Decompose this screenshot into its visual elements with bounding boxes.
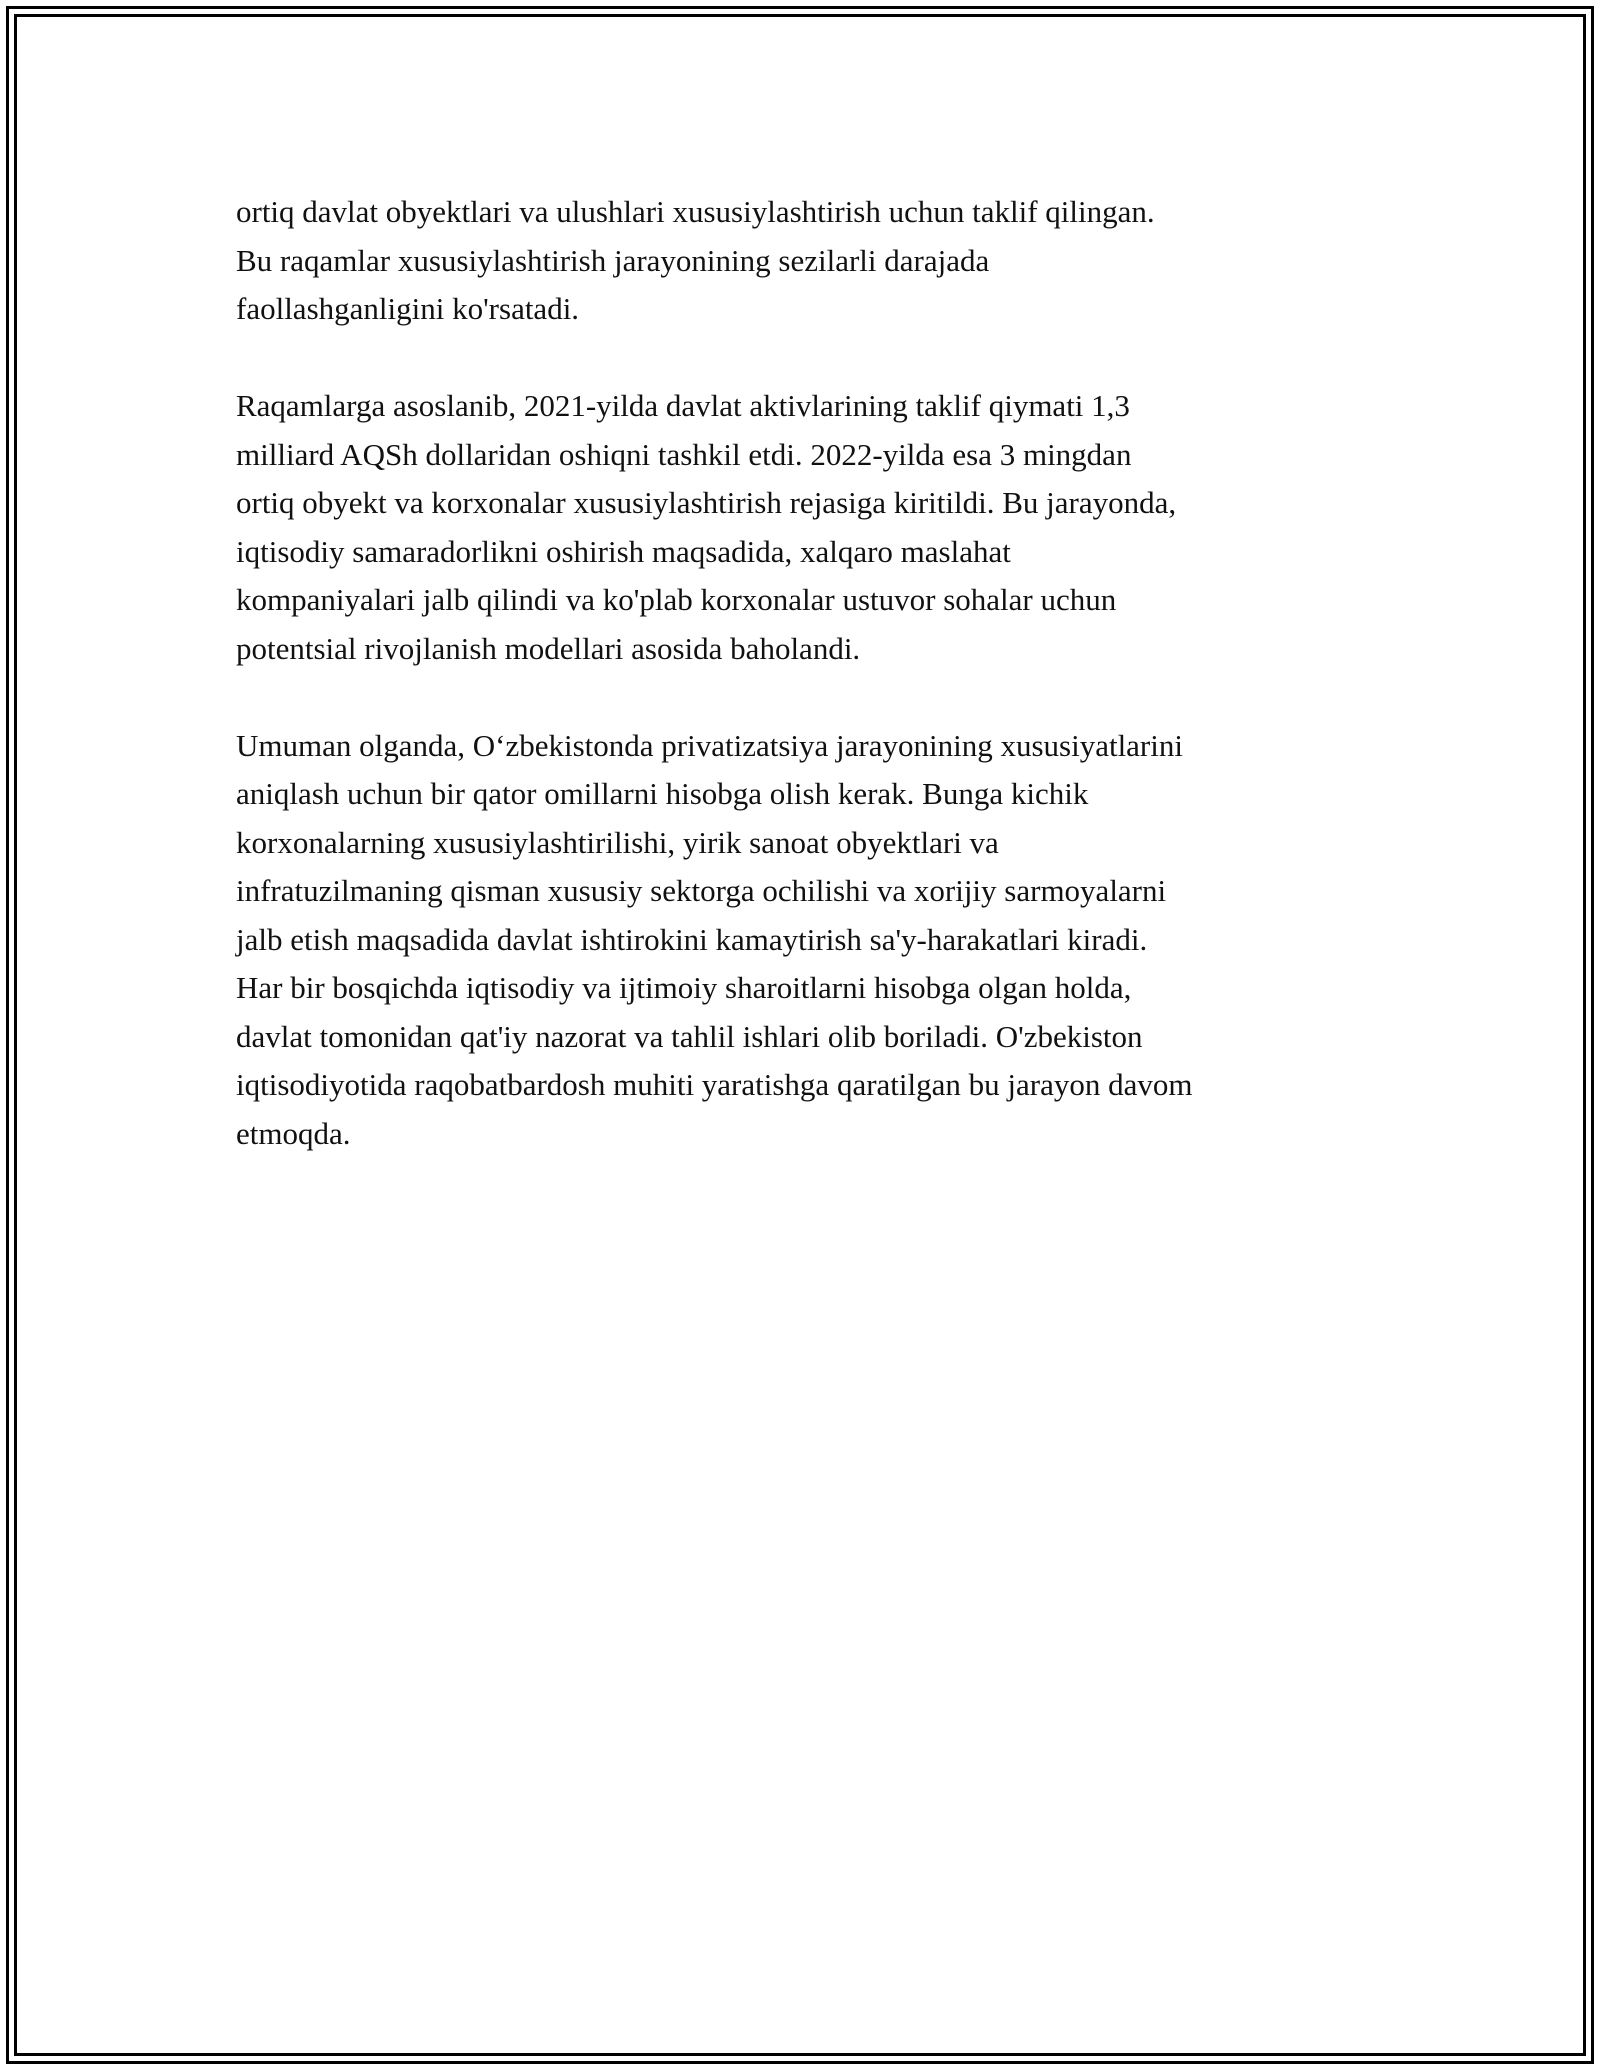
document-body (236, 188, 1376, 1207)
paragraph-line: Har bir bosqichda iqtisodiy va ijtimoiy sharoitlarni hisobga olgan holda, (236, 970, 1132, 1005)
paragraph-line: kompaniyalari jalb qilindi va ko'plab korxonalar ustuvor sohalar uchun (236, 582, 1117, 617)
paragraph-line: iqtisodiy samaradorlikni oshirish maqsadida, xalqaro maslahat (236, 533, 1011, 569)
paragraph-line: etmoqda. (236, 1115, 351, 1151)
paragraph-line: Bu raqamlar xususiylashtirish jarayonining sezilarli darajada (236, 242, 990, 278)
paragraph-line: faollashganligini ko'rsatadi. (236, 291, 580, 326)
paragraph-3 (236, 722, 1376, 1159)
paragraph-line: ortiq obyekt va korxonalar xususiylashtirish rejasiga kiritildi. Bu jarayonda, (236, 485, 1177, 520)
paragraph-line: davlat tomonidan qat'iy nazorat va tahlil ishlari olib boriladi. O'zbekiston (236, 1018, 1143, 1054)
paragraph-line: infratuzilmaning qisman xususiy sektorga ochilishi va xorijiy sarmoyalarni (236, 873, 1167, 908)
paragraph-line: Raqamlarga asoslanib, 2021-yilda davlat aktivlarining taklif qiymati 1,3 (236, 388, 1130, 423)
paragraph-line: aniqlash uchun bir qator omillarni hisobga olish kerak. Bunga kichik (236, 776, 1089, 811)
paragraph-line: milliard AQSh dollaridan oshiqni tashkil etdi. 2022-yilda esa 3 mingdan (236, 436, 1132, 472)
paragraph-1 (236, 188, 1376, 334)
paragraph-line: Umuman olganda, O‘zbekistonda privatizatsiya jarayonining xususiyatlarini (236, 727, 1183, 763)
paragraph-2 (236, 382, 1376, 673)
paragraph-line: ortiq davlat obyektlari va ulushlari xususiylashtirish uchun taklif qilingan. (236, 194, 1155, 229)
paragraph-line: iqtisodiyotida raqobatbardosh muhiti yaratishga qaratilgan bu jarayon davom (236, 1067, 1193, 1102)
paragraph-line: potentsial rivojlanish modellari asosida baholandi. (236, 630, 861, 666)
paragraph-line: jalb etish maqsadida davlat ishtirokini kamaytirish sa'y-harakatlari kiradi. (236, 921, 1148, 957)
paragraph-line: korxonalarning xususiylashtirilishi, yirik sanoat obyektlari va (236, 824, 999, 860)
